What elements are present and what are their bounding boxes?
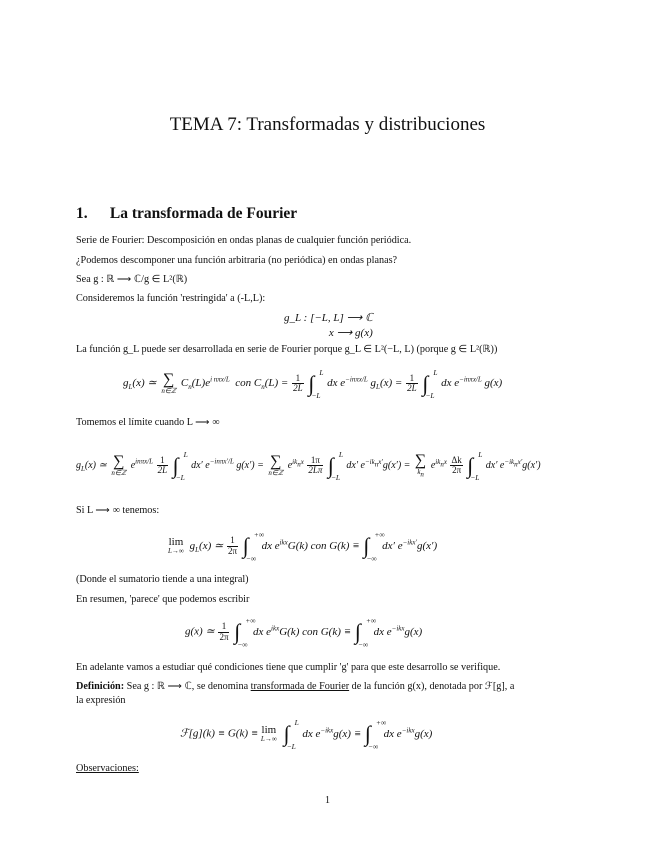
equation-fourier-transform: ℱ[g](k) ≡ G(k) ≡ lim L→∞ ∫ L −L dx $e^{-ikx}g(x)$ ≡ ∫ +∞ −∞ dx $e^{-ikx}g(x)$ (180, 718, 433, 751)
paragraph-fourier-series: Serie de Fourier: Descomposición en ondas planas de cualquier función periódica. (76, 235, 412, 246)
section-title: La transformada de Fourier (109, 205, 298, 222)
observations-label: Observaciones: (76, 763, 139, 774)
page-number: 1 (325, 795, 330, 806)
section-heading (76, 205, 297, 223)
paragraph-conditions: En adelante vamos a estudiar qué condiciones tiene que cumplir 'g' para que este desarrollo se verifique. (76, 662, 501, 673)
paragraph-sum-to-integral: (Donde el sumatorio tiende a una integral) (76, 574, 249, 585)
equation-limit-integral: lim L→∞ $g_L(x)$ ≃ $\frac{1}{2\pi}$ ∫ +∞ −∞ dx $e^{ikx}G(k)$ con G(k) ≡ ∫ +∞ −∞ dx′ $e^{-ikx'}g(x')$ (168, 530, 438, 563)
section-number: 1. (76, 205, 88, 222)
paragraph-fourier-development: La función g_L puede ser desarrollada en serie de Fourier porque g_L ∈ L²(−L, L) (porque g ∈ L²(ℝ)) (76, 344, 498, 355)
definition-text-b: de la función g(x), denotada por ℱ[g], a (349, 681, 515, 692)
equation-gL-definition (284, 311, 373, 339)
equation-gL-line2: x ⟶ g(x) (328, 327, 373, 339)
definition-term: transformada de Fourier (250, 681, 350, 692)
definition-text-a: Sea g : ℝ ⟶ ℂ, se denomina (124, 681, 251, 692)
paragraph-definition-cont: la expresión (76, 695, 126, 706)
equation-fourier-series: $g_L(x)$ ≃ ∑ n∈ℤ $C_n(L)e^{i n\pi x/L}$ con $C_n(L)$ = $\frac{1}{2L}$ ∫ L −L dx $e^{-in\pi x/L}$ $g_L(x)$ = $\frac{1}{2L}$ ∫ L −L dx $e^{-in\pi x/L}$ g(x) (123, 367, 503, 400)
definition-label: Definición: (76, 681, 125, 692)
paragraph-definition (76, 681, 514, 692)
equation-summary: g(x) ≃ $\frac{1}{2\pi}$ ∫ +∞ −∞ dx $e^{ikx}G(k)$ con G(k) ≡ ∫ +∞ −∞ dx $e^{-ikx}g(x)$ (185, 616, 423, 649)
paragraph-question: ¿Podemos descomponer una función arbitraria (no periódica) en ondas planas? (76, 255, 398, 266)
equation-limit-expansion: $g_L(x)$ ≃ ∑ n∈ℤ $e^{in\pi x/L}$ $\frac{1}{2L}$ ∫ L −L dx′ $e^{-in\pi x'/L}$ g(x′) = ∑ n∈ℤ $e^{ik_nx}$ $\frac{1\pi}{2L\pi}$ ∫ L −L dx′ $e^{-ik_nx'}g(x')$ = ∑ $k_n$ $e^{ik_nx}$ $\frac{\Delta k}{2\pi}$ ∫ L −L dx′ $e^{-ik_nx'}g(x')$ (76, 449, 541, 483)
observations-heading (76, 763, 139, 774)
equation-gL-line1: g_L : [−L, L] ⟶ ℂ (284, 312, 373, 324)
paragraph-restricted: Consideremos la función 'restringida' a (-L,L): (76, 293, 266, 304)
paragraph-sea-g: Sea g : ℝ ⟶ ℂ/g ∈ L²(ℝ) (76, 274, 188, 285)
paragraph-if-L-infinite: Si L ⟶ ∞ tenemos: (76, 505, 160, 516)
page-title: TEMA 7: Transformadas y distribuciones (169, 114, 486, 135)
paragraph-limit: Tomemos el límite cuando L ⟶ ∞ (76, 417, 220, 428)
paragraph-summary: En resumen, 'parece' que podemos escribir (76, 594, 250, 605)
